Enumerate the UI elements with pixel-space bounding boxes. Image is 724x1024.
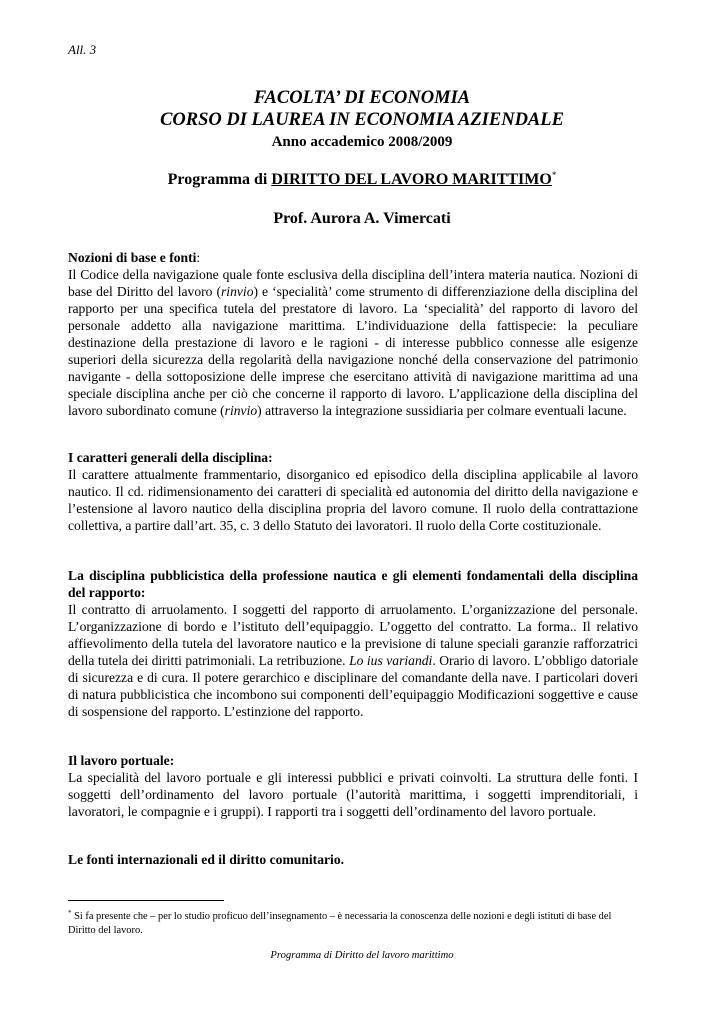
paragraph-italic: rinvio — [224, 403, 258, 418]
academic-year: Anno accademico 2008/2009 — [271, 134, 453, 150]
paragraph-italic: rinvio — [221, 284, 254, 299]
paragraph-italic: Lo ius variandi — [349, 653, 433, 668]
section-caratteri — [68, 449, 638, 534]
footnote-reference: * — [551, 170, 557, 180]
section-heading: Le fonti internazionali ed il diritto comunitario. — [68, 852, 345, 867]
section-paragraph: Il carattere attualmente frammentario, disorganico ed episodico della disciplina applicabile al lavoro nautico. Il cd. ridimensionamento dei caratteri di specialità ed autonomia del diritto della navigazione e l’estensione al lavoro nautico della disciplina propria del lavoro comune. Il ruolo della contrattazione collettiva, a partire dall’art. 35, c. 3 dello Statuto dei lavoratori. Il ruolo della Corte costituzionale. — [68, 467, 638, 533]
section-nozioni — [68, 249, 638, 419]
footnote-mark: * — [68, 909, 72, 917]
professor-name: Prof. Aurora A. Vimercati — [273, 210, 451, 227]
section-disciplina — [68, 567, 638, 720]
program-prefix: Programma di — [167, 171, 272, 188]
footnote — [68, 906, 638, 938]
section-heading: La disciplina pubblicistica della professione nautica e gli elementi fondamentali della disciplina del rapporto: — [68, 568, 638, 600]
paragraph-text: ) attraverso la integrazione sussidiaria per colmare eventuali lacune. — [257, 403, 627, 418]
footnote-separator — [68, 900, 224, 901]
footnote-text: Si fa presente che – per lo studio proficuo dell’insegnamento – è necessaria la conoscenza delle nozioni e degli istituti di base del Diritto del lavoro. — [68, 911, 612, 936]
paragraph-text: Il contratto di arruolamento. I soggetti del rapporto di arruolamento. L’organizzazione del personale. L’organizzazione di bordo e l’istituto dell’equipaggio. L’oggetto del contratto. La forma.. Il relativo affievolimento della tutela del lavoratore nautico e la previsione di talune speciali garanzie rafforzatrici della tutela dei diritti patrimoniali. La retribuzione. — [68, 602, 638, 668]
section-heading: I caratteri generali della disciplina: — [68, 450, 273, 465]
section-heading-text: Nozioni di base e fonti — [68, 250, 197, 265]
program-title: DIRITTO DEL LAVORO MARITTIMO — [271, 171, 552, 188]
paragraph-text: Il Codice della navigazione quale fonte esclusiva della disciplina dell’intera materia nautica. Nozioni di base del Diritto del lavoro ( — [68, 267, 638, 299]
section-lavoro-portuale — [68, 752, 638, 820]
section-paragraph — [68, 266, 638, 419]
paragraph-text: ) e ‘specialità’ come strumento di differenziazione della disciplina del rapporto per una specifica tutela del prestatore di lavoro. La ‘specialità’ del rapporto di lavoro del personale addetto alla navigazione marittima. L’individuazione della fattispecie: la peculiare destinazione della prestazione di lavoro e le ragioni - di interesse pubblico connesse alle esigenze superiori della sicurezza della regolarità della navigazione nonché della conservazione del patrimonio navigante - della sottoposizione delle imprese che esercitano attività di navigazione marittima ad una speciale disciplina anche per ciò che concerne il rapporto di lavoro. L’applicazione della disciplina del lavoro subordinato comune ( — [68, 284, 638, 418]
paragraph-text: . Orario di lavoro. L’obbligo datoriale di sicurezza e di cura. Il potere gerarchico e disciplinare del comandante della nave. I particolari doveri di natura pubblicistica che incombono sui componenti dell’equipaggio Modificazioni soggettive e cause di sospensione del rapporto. L’estinzione del rapporto. — [68, 653, 638, 719]
section-paragraph — [68, 601, 638, 720]
course-title: CORSO DI LAUREA IN ECONOMIA AZIENDALE — [160, 110, 564, 130]
section-heading: Il lavoro portuale: — [68, 753, 175, 768]
section-paragraph: La specialità del lavoro portuale e gli interessi pubblici e privati coinvolti. La struttura delle fonti. I soggetti dell’ordinamento del lavoro portuale (l’autorità marittima, i soggetti imprenditoriali, i lavoratori, le compagnie e i gruppi). I rapporti tra i soggetti dell’ordinamento del lavoro portuale. — [68, 770, 638, 819]
page-footer: Programma di Diritto del lavoro marittimo — [270, 950, 454, 961]
section-heading-colon: : — [196, 250, 201, 265]
section-fonti-internazionali — [68, 851, 638, 868]
program-line — [0, 170, 724, 189]
section-heading — [68, 249, 638, 266]
attachment-label: All. 3 — [68, 42, 97, 57]
faculty-title: FACOLTA’ DI ECONOMIA — [253, 88, 471, 108]
